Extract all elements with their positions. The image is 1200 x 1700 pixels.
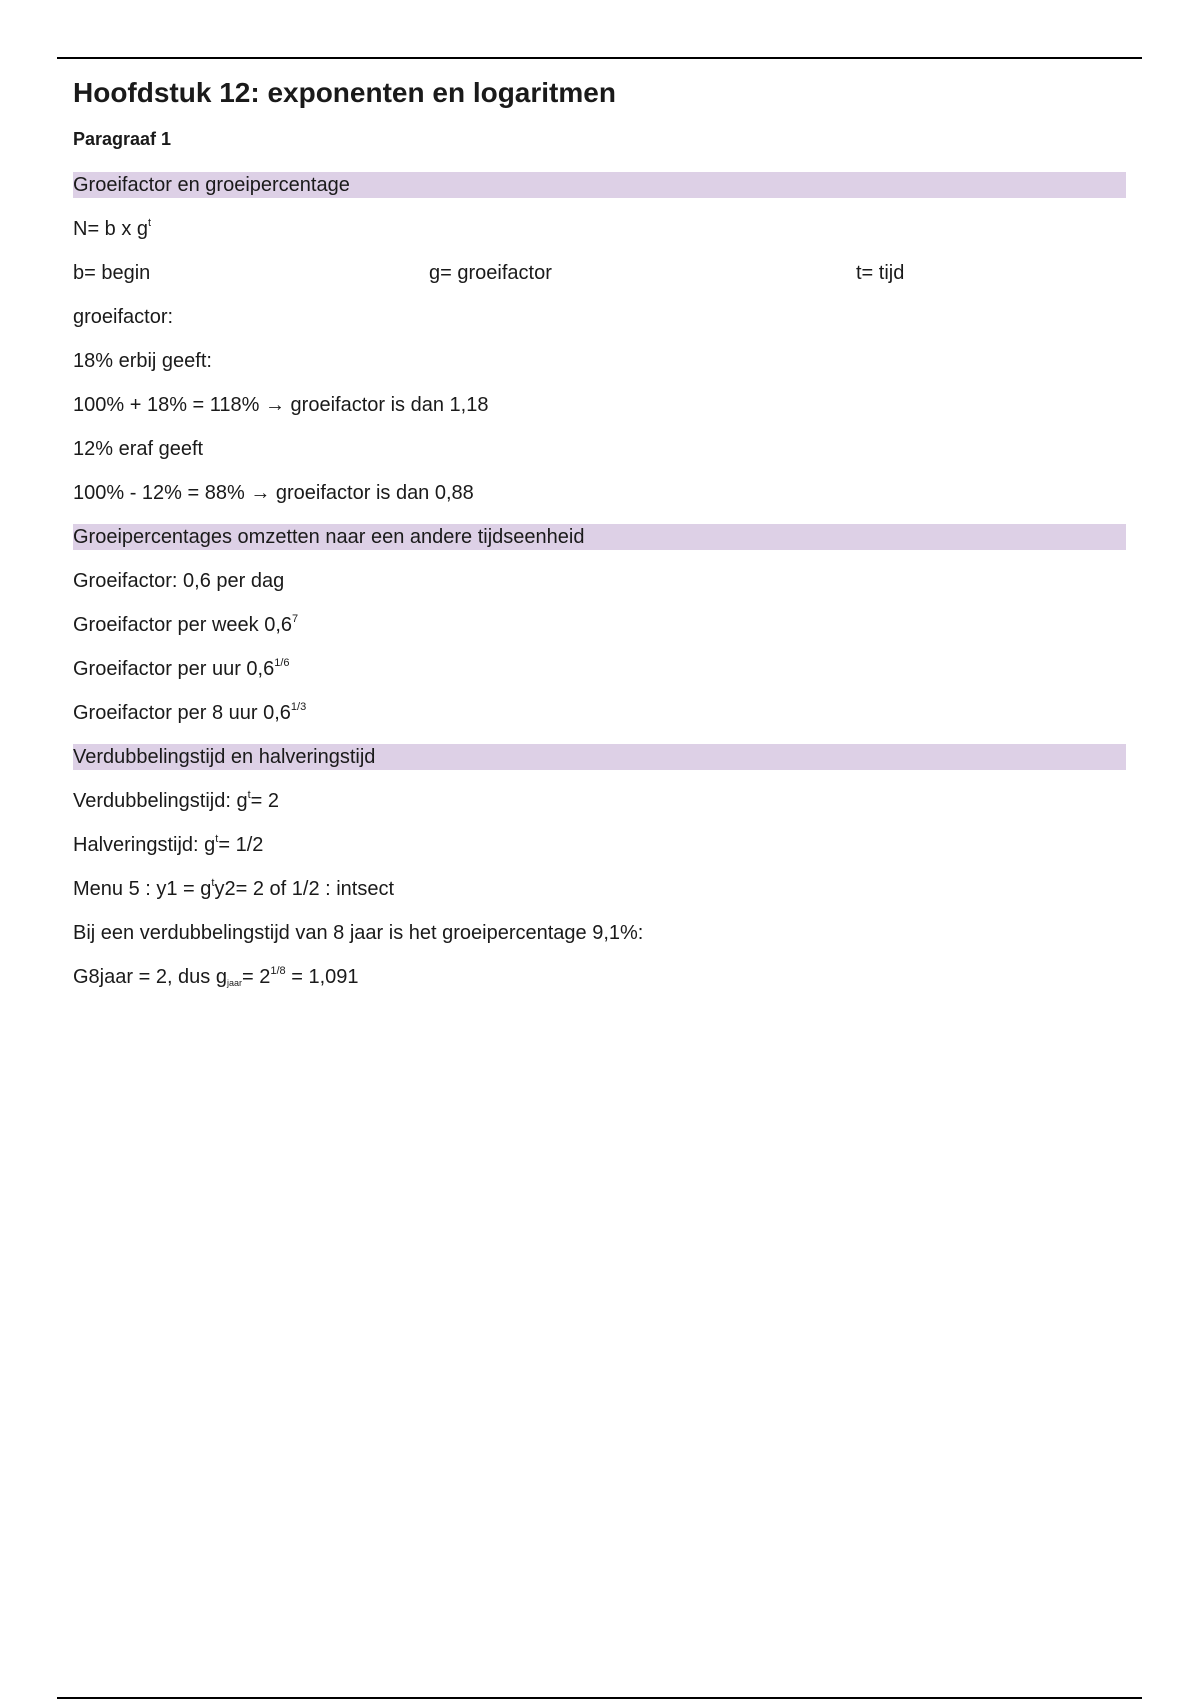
increase-label: 18% erbij geeft:	[73, 350, 212, 372]
doubling-time-b: = 2	[250, 790, 279, 812]
doubling-calc-a: G8jaar = 2, dus g	[73, 966, 227, 988]
doubling-time-exp: t	[247, 789, 251, 801]
calculator-menu-a: Menu 5 : y1 = g	[73, 878, 212, 900]
factor-per-week-base: Groeifactor per week 0,6	[73, 614, 292, 636]
document-body	[73, 74, 1126, 990]
factor-per-8-hours-base: Groeifactor per 8 uur 0,6	[73, 702, 291, 724]
factor-per-week	[73, 612, 1126, 638]
formula-base: N= b x g	[73, 218, 149, 240]
doubling-time	[73, 788, 1126, 814]
doubling-calc-exp: 1/8	[270, 965, 286, 977]
section-heading-groeifactor: Groeifactor en groeipercentage	[73, 172, 1126, 198]
factor-per-8-hours-exp: 1/3	[290, 701, 307, 713]
decrease-calculation: 100% - 12% = 88% → groeifactor is dan 0,88	[73, 482, 474, 504]
doubling-calc-c: = 1,091	[285, 966, 359, 988]
header-rule	[57, 57, 1142, 59]
halving-time-a: Halveringstijd: g	[73, 834, 216, 856]
increase-calculation: 100% + 18% = 118% → groeifactor is dan 1,18	[73, 394, 489, 416]
doubling-calculation	[73, 964, 1126, 990]
variable-legend	[73, 260, 1126, 286]
factor-per-8-hours	[73, 700, 1126, 726]
paragraph-label: Paragraaf 1	[73, 129, 172, 149]
page-title: Hoofdstuk 12: exponenten en logaritmen	[73, 77, 616, 108]
halving-time-b: = 1/2	[218, 834, 264, 856]
doubling-calc-sub: jaar	[226, 978, 242, 988]
formula-line	[73, 216, 1126, 242]
footer-rule	[57, 1697, 1142, 1699]
calculator-menu	[73, 876, 1126, 902]
decrease-label: 12% eraf geeft	[73, 438, 204, 460]
calculator-menu-exp: t	[211, 877, 215, 889]
legend-t: t= tijd	[856, 262, 905, 284]
factor-per-hour	[73, 656, 1126, 682]
legend-b: b= begin	[73, 262, 151, 284]
doubling-time-a: Verdubbelingstijd: g	[73, 790, 248, 812]
calculator-menu-b: y2= 2 of 1/2 : intsect	[214, 878, 395, 900]
legend-g: g= groeifactor	[429, 262, 552, 284]
halving-time-exp: t	[215, 833, 219, 845]
section-heading-tijdseenheid: Groeipercentages omzetten naar een andere tijdseenheid	[73, 524, 1126, 550]
section-heading-verdubbeling: Verdubbelingstijd en halveringstijd	[73, 744, 1126, 770]
factor-per-hour-base: Groeifactor per uur 0,6	[73, 658, 275, 680]
formula-exponent: t	[148, 217, 152, 229]
doubling-example: Bij een verdubbelingstijd van 8 jaar is het groeipercentage 9,1%:	[73, 922, 644, 944]
halving-time	[73, 832, 1126, 858]
factor-per-day: Groeifactor: 0,6 per dag	[73, 570, 285, 592]
factor-per-hour-exp: 1/6	[274, 657, 290, 669]
doubling-calc-b: = 2	[242, 966, 271, 988]
factor-per-week-exp: 7	[292, 613, 299, 625]
groeifactor-label: groeifactor:	[73, 306, 174, 328]
